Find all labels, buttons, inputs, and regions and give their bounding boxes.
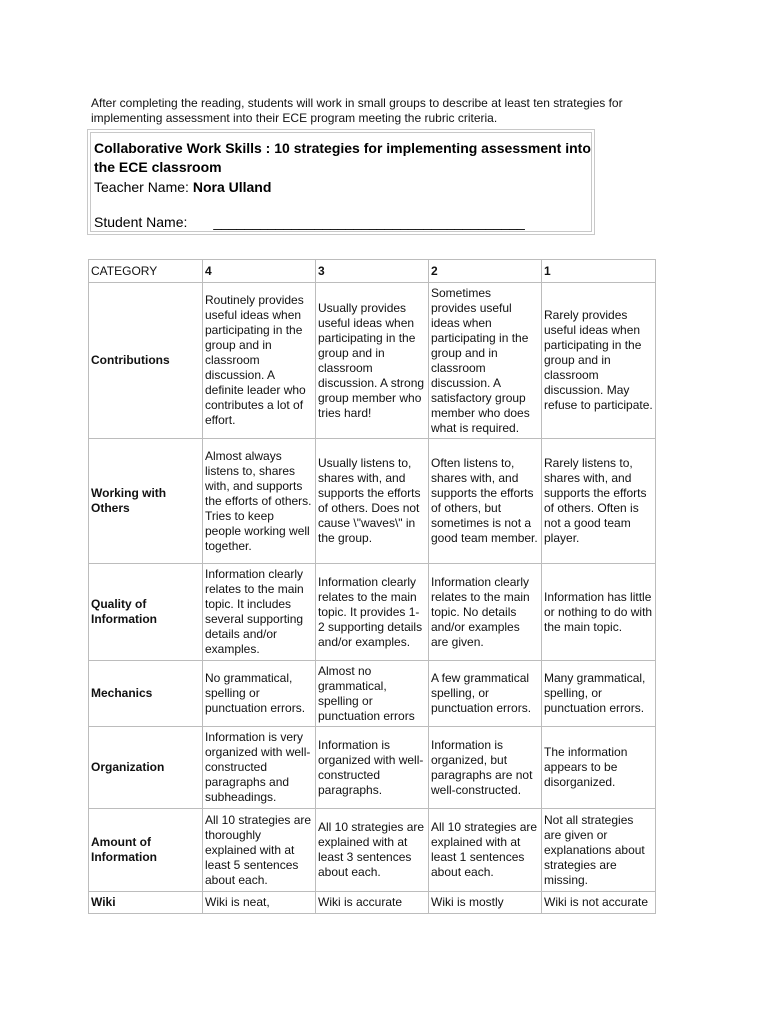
rubric-header-row — [89, 260, 656, 283]
rubric-row-quality-of-information — [89, 564, 656, 661]
cell-score-4: No grammatical, spelling or punctuation errors. — [203, 661, 316, 727]
rubric-header-inner — [90, 132, 592, 232]
cell-score-3: Usually listens to, shares with, and supports the efforts of others. Does not cause \"waves\" in the group. — [316, 439, 429, 564]
col-header-1: 1 — [542, 260, 656, 283]
cell-score-3: Information clearly relates to the main topic. It provides 1-2 supporting details and/or examples. — [316, 564, 429, 661]
cell-score-2: A few grammatical spelling, or punctuation errors. — [429, 661, 542, 727]
cell-score-1: Wiki is not accurate — [542, 892, 656, 914]
cell-score-2: All 10 strategies are explained with at least 1 sentences about each. — [429, 809, 542, 892]
cell-score-4: Routinely provides useful ideas when participating in the group and in classroom discussion. A definite leader who contributes a lot of effort. — [203, 283, 316, 439]
cell-score-1: Information has little or nothing to do with the main topic. — [542, 564, 656, 661]
col-header-2: 2 — [429, 260, 542, 283]
cell-score-2: Often listens to, shares with, and supports the efforts of others, but sometimes is not a good team member. — [429, 439, 542, 564]
row-category: Contributions — [89, 283, 203, 439]
cell-score-1: Many grammatical, spelling, or punctuation errors. — [542, 661, 656, 727]
cell-score-2: Information clearly relates to the main topic. No details and/or examples are given. — [429, 564, 542, 661]
row-category: Quality of Information — [89, 564, 203, 661]
col-header-3: 3 — [316, 260, 429, 283]
col-header-category: CATEGORY — [89, 260, 203, 283]
student-name-blank: ________________________________________ — [213, 214, 525, 230]
cell-score-1: The information appears to be disorganized. — [542, 727, 656, 809]
student-label: Student Name: — [94, 214, 188, 230]
teacher-line — [94, 178, 591, 197]
cell-score-4: Information clearly relates to the main topic. It includes several supporting details and/or examples. — [203, 564, 316, 661]
cell-score-2: Information is organized, but paragraphs are not well-constructed. — [429, 727, 542, 809]
cell-score-2: Sometimes provides useful ideas when participating in the group and in classroom discussion. A satisfactory group member who does what is required. — [429, 283, 542, 439]
cell-score-1: Not all strategies are given or explanations about strategies are missing. — [542, 809, 656, 892]
rubric-title: Collaborative Work Skills : 10 strategies for implementing assessment into the ECE classroom — [94, 140, 591, 175]
cell-score-1: Rarely provides useful ideas when participating in the group and in classroom discussion. May refuse to participate. — [542, 283, 656, 439]
rubric-header-box — [87, 129, 595, 235]
col-header-4: 4 — [203, 260, 316, 283]
student-line — [94, 213, 591, 232]
cell-score-4: All 10 strategies are thoroughly explained with at least 5 sentences about each. — [203, 809, 316, 892]
cell-score-2: Wiki is mostly — [429, 892, 542, 914]
teacher-label: Teacher Name: — [94, 179, 189, 195]
rubric-row-amount-of-information — [89, 809, 656, 892]
row-category: Wiki — [89, 892, 203, 914]
rubric-row-working-with-others — [89, 439, 656, 564]
row-category: Amount of Information — [89, 809, 203, 892]
row-category: Working with Others — [89, 439, 203, 564]
rubric-table — [88, 259, 656, 914]
cell-score-4: Wiki is neat, — [203, 892, 316, 914]
cell-score-1: Rarely listens to, shares with, and supports the efforts of others. Often is not a good team player. — [542, 439, 656, 564]
cell-score-3: All 10 strategies are explained with at least 3 sentences about each. — [316, 809, 429, 892]
rubric-row-mechanics — [89, 661, 656, 727]
cell-score-3: Almost no grammatical, spelling or punctuation errors — [316, 661, 429, 727]
teacher-name: Nora Ulland — [192, 179, 272, 195]
cell-score-4: Information is very organized with well-constructed paragraphs and subheadings. — [203, 727, 316, 809]
rubric-row-organization — [89, 727, 656, 809]
cell-score-4: Almost always listens to, shares with, and supports the efforts of others. Tries to keep people working well together. — [203, 439, 316, 564]
row-category: Organization — [89, 727, 203, 809]
cell-score-3: Wiki is accurate — [316, 892, 429, 914]
row-category: Mechanics — [89, 661, 203, 727]
cell-score-3: Usually provides useful ideas when participating in the group and in classroom discussion. A strong group member who tries hard! — [316, 283, 429, 439]
rubric-row-wiki — [89, 892, 656, 914]
rubric-row-contributions — [89, 283, 656, 439]
cell-score-3: Information is organized with well-constructed paragraphs. — [316, 727, 429, 809]
intro-text: After completing the reading, students will work in small groups to describe at least ten strategies for implementing assessment into their ECE program meeting the rubric criteria. — [91, 96, 623, 125]
